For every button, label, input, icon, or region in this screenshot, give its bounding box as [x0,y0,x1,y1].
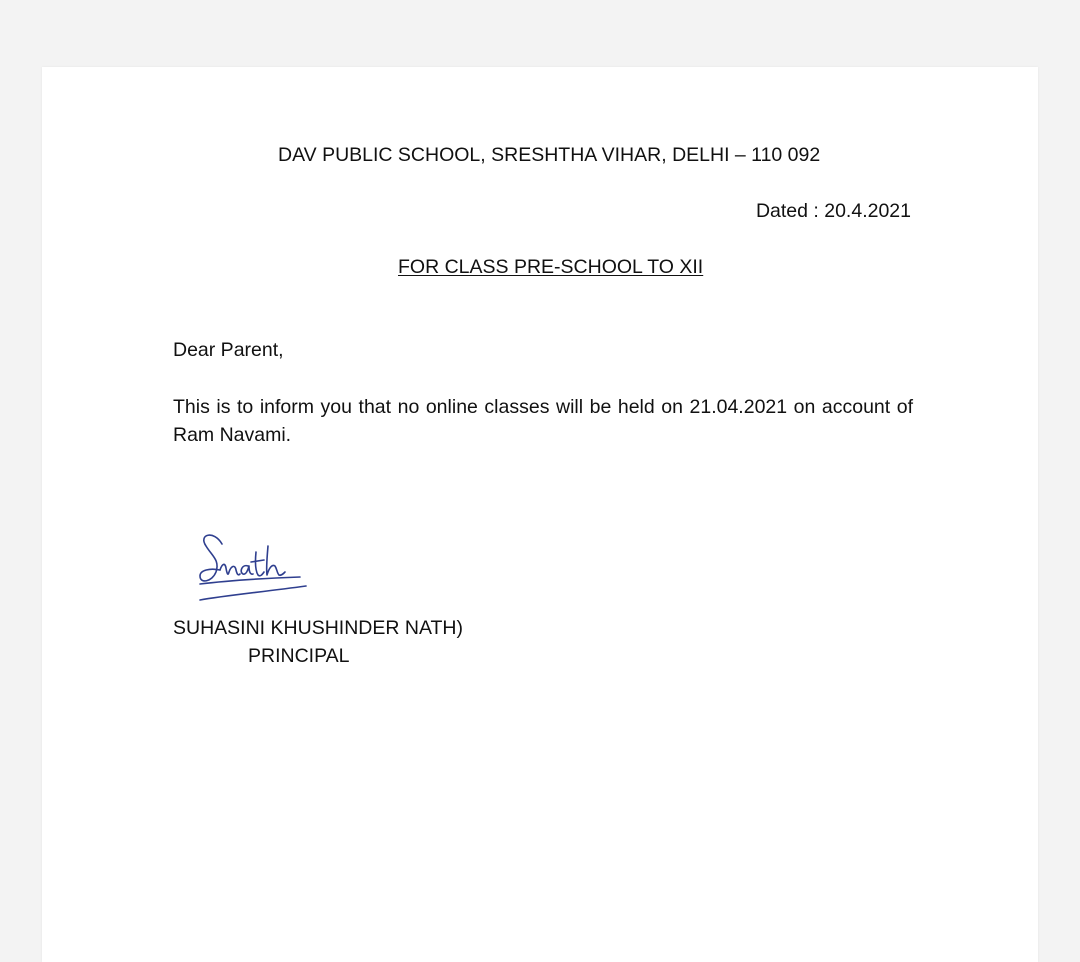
document-page [42,67,1038,962]
salutation: Dear Parent, [173,339,284,361]
handwritten-signature [192,522,332,607]
body-paragraph: This is to inform you that no online classes will be held on 21.04.2021 on account of Ram Navami. [173,396,913,446]
signatory-name: SUHASINI KHUSHINDER NATH) [173,617,463,639]
subject-line: FOR CLASS PRE-SCHOOL TO XII [398,256,704,278]
signatory-title: PRINCIPAL [248,645,350,667]
school-header: DAV PUBLIC SCHOOL, SRESHTHA VIHAR, DELHI – 110 092 [278,144,821,166]
date-line: Dated : 20.4.2021 [755,200,911,222]
